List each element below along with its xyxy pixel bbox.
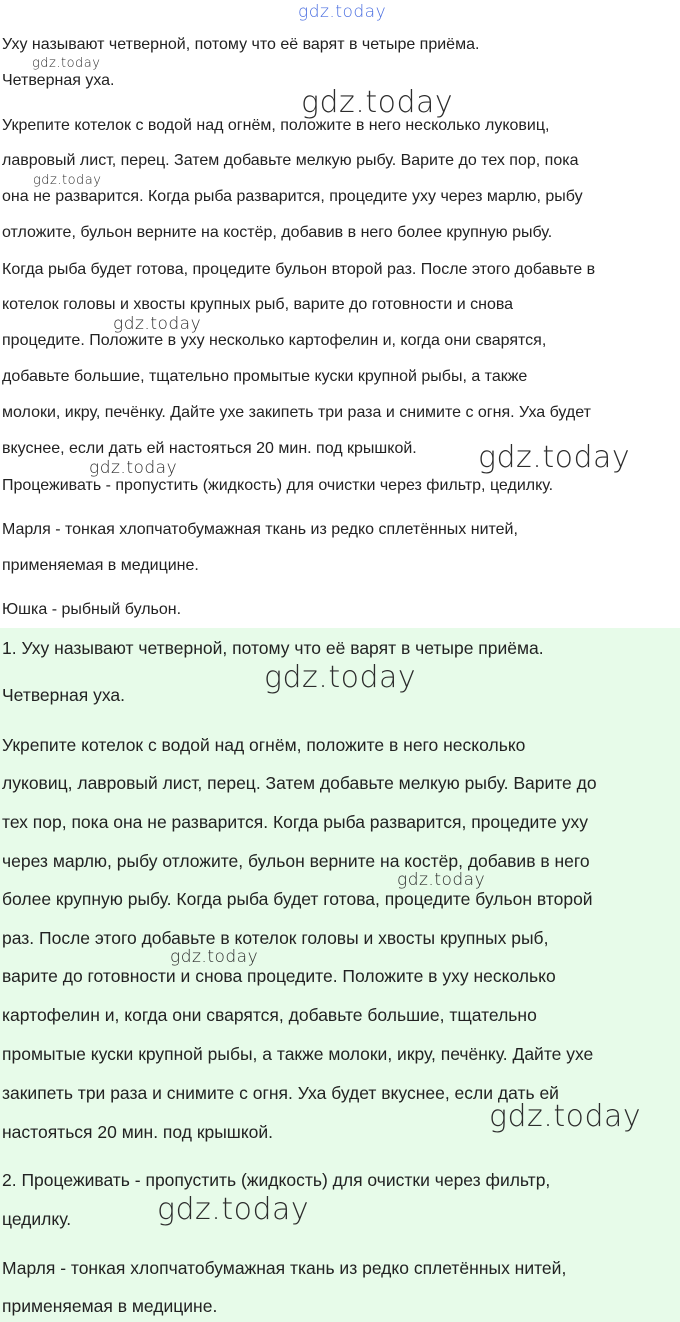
text-line: вкуснее, если дать ей настояться 20 мин. под крышкой. <box>2 440 417 457</box>
text-line: молоки, икру, печёнку. Дайте ухе закипеть три раза и снимите с огня. Уха будет <box>2 404 591 421</box>
text-line: Четверная уха. <box>2 72 115 89</box>
watermark: gdz.today <box>170 947 259 967</box>
text-line: Четверная уха. <box>2 685 126 705</box>
text-line: Укрепите котелок с водой над огнём, положите в него несколько луковиц, <box>2 117 550 134</box>
bottom-answer-block <box>0 628 680 1322</box>
text-line: применяемая в медицине. <box>2 557 199 574</box>
text-line: Процеживать - пропустить (жидкость) для очистки через фильтр, цедилку. <box>2 477 554 494</box>
text-line: Марля - тонкая хлопчатобумажная ткань из редко сплетённых нитей, <box>2 521 518 538</box>
text-line: промытые куски крупной рыбы, а также молоки, икру, печёнку. Дайте ухе <box>2 1044 594 1064</box>
watermark: gdz.today <box>32 56 101 71</box>
text-line: настояться 20 мин. под крышкой. <box>2 1122 274 1142</box>
text-line: отложите, бульон верните на костёр, добавив в него более крупную рыбу. <box>2 224 553 241</box>
text-line: добавьте большие, тщательно промытые куски крупной рыбы, а также <box>2 368 528 385</box>
text-line: варите до готовности и снова процедите. Положите в уху несколько <box>2 966 556 986</box>
watermark: gdz.today <box>397 870 486 890</box>
watermark: gdz.today <box>478 440 631 475</box>
text-line: лавровый лист, перец. Затем добавьте мелкую рыбу. Варите до тех пор, пока <box>2 152 579 169</box>
text-line: цедилку. <box>2 1209 72 1229</box>
text-line: луковиц, лавровый лист, перец. Затем добавьте мелкую рыбу. Варите до <box>2 773 597 793</box>
text-line: котелок головы и хвосты крупных рыб, варите до готовности и снова <box>2 296 514 313</box>
text-line: Когда рыба будет готова, процедите бульон второй раз. После этого добавьте в <box>2 261 596 278</box>
text-line: закипеть три раза и снимите с огня. Уха будет вкуснее, если дать ей <box>2 1083 559 1103</box>
text-line: раз. После этого добавьте в котелок головы и хвосты крупных рыб, <box>2 928 549 948</box>
watermark: gdz.today <box>89 458 178 478</box>
text-line: через марлю, рыбу отложите, бульон верните на костёр, добавив в него <box>2 851 590 871</box>
watermark: gdz.today <box>113 314 202 334</box>
text-line: более крупную рыбу. Когда рыба будет готова, процедите бульон второй <box>2 889 593 909</box>
text-line: Юшка - рыбный бульон. <box>2 601 182 618</box>
text-line: картофелин и, когда они сварятся, добавьте большие, тщательно <box>2 1005 537 1025</box>
text-line: Уху называют четверной, потому что её варят в четыре приёма. <box>2 36 480 53</box>
watermark: gdz.today <box>489 1099 642 1134</box>
text-line: применяемая в медицине. <box>2 1296 218 1316</box>
text-line: процедите. Положите в уху несколько картофелин и, когда они сварятся, <box>2 332 547 349</box>
text-line: она не разварится. Когда рыба разварится, процедите уху через марлю, рыбу <box>2 188 583 205</box>
text-line: Марля - тонкая хлопчатобумажная ткань из редко сплетённых нитей, <box>2 1258 567 1278</box>
watermark: gdz.today <box>264 660 417 695</box>
watermark: gdz.today <box>157 1192 310 1227</box>
text-line: Укрепите котелок с водой над огнём, положите в него несколько <box>2 735 526 755</box>
text-line: 2. Процеживать - пропустить (жидкость) для очистки через фильтр, <box>2 1170 551 1190</box>
watermark: gdz.today <box>301 85 454 120</box>
text-line: тех пор, пока она не разварится. Когда рыба разварится, процедите уху <box>2 812 588 832</box>
watermark: gdz.today <box>298 2 387 22</box>
watermark: gdz.today <box>33 173 102 188</box>
text-line: 1. Уху называют четверной, потому что её варят в четыре приёма. <box>2 638 544 658</box>
